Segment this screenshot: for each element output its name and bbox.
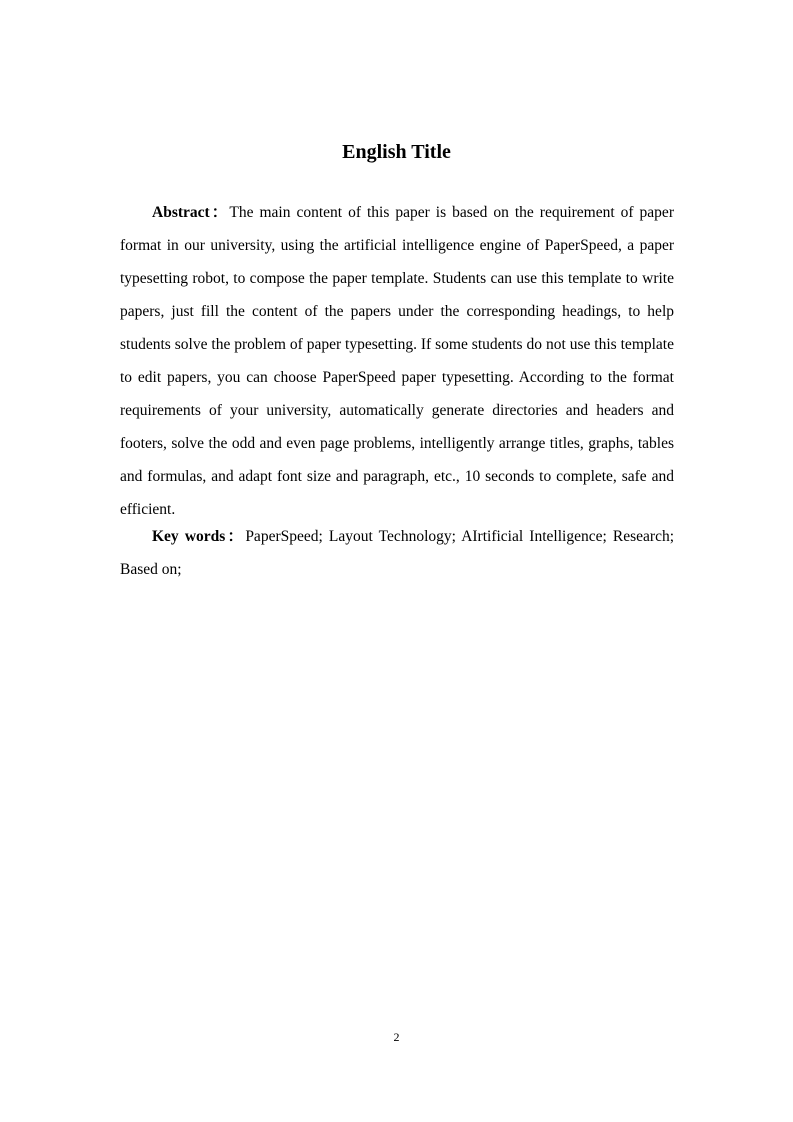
- abstract-text: The main content of this paper is based on the requirement of paper format in our university, using the artificial intelligence engine of PaperSpeed, a paper typesetting robot, to compose the paper template. Students can use this template to write papers, just fill the content of the papers under the corresponding headings, to help students solve the problem of paper typesetting. If some students do not use this template to edit papers, you can choose PaperSpeed paper typesetting. According to the format requirements of your university, automatically generate directories and headers and footers, solve the odd and even page problems, intelligently arrange titles, graphs, tables and formulas, and adapt font size and paragraph, etc., 10 seconds to complete, safe and efficient.: [120, 204, 674, 518]
- keywords-label: Key words：: [152, 528, 246, 545]
- page-title: English Title: [342, 141, 451, 163]
- abstract-paragraph: [120, 196, 674, 526]
- keywords-paragraph: [120, 520, 674, 586]
- keywords-text: PaperSpeed; Layout Technology; AIrtificial Intelligence; Research; Based on;: [120, 528, 674, 578]
- page-number: 2: [393, 1030, 400, 1044]
- abstract-label: Abstract：: [152, 204, 230, 221]
